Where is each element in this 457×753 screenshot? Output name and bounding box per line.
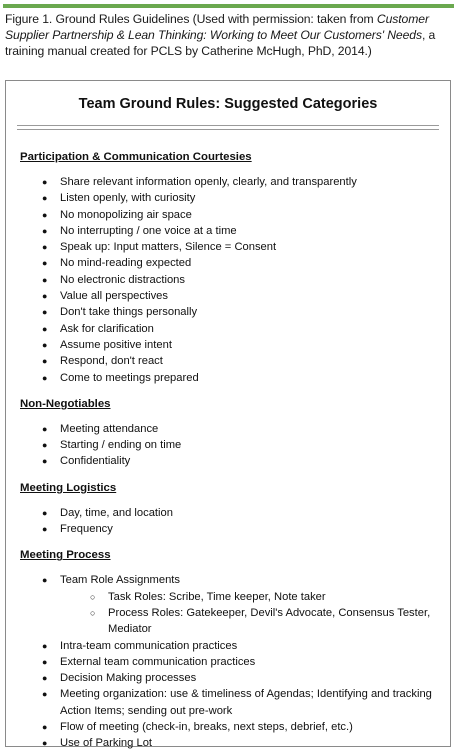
ground-rules-box: [5, 80, 451, 750]
bullet-icon: ●: [42, 423, 48, 434]
list-item: ● Team Role Assignments: [20, 572, 448, 588]
sub-list-item: ○ Process Roles: Gatekeeper, Devil's Advocate, Consensus Tester, Mediator: [90, 606, 431, 636]
list-item: ● No monopolizing air space: [20, 207, 448, 223]
bullet-icon: ●: [42, 524, 48, 535]
section-heading-logistics: Meeting Logistics: [20, 481, 117, 494]
hollow-bullet-icon: ○: [90, 591, 96, 602]
figure-label: Figure 1.: [5, 12, 53, 26]
list-item: ● Come to meetings prepared: [20, 370, 448, 386]
logistics-list: [20, 505, 448, 538]
title-divider-bottom: [17, 129, 439, 130]
caption-text: Ground Rules Guidelines (Used with permission: taken from: [52, 12, 377, 26]
list-item: ● Respond, don't react: [20, 353, 448, 369]
non-negotiables-list: [20, 421, 448, 470]
participation-list: [20, 174, 448, 386]
rules-content: [20, 148, 448, 752]
list-item: ● Confidentiality: [20, 453, 448, 469]
list-item: ● Day, time, and location: [20, 505, 448, 521]
bullet-icon: ●: [42, 456, 48, 467]
list-item: ● Decision Making processes: [20, 670, 448, 686]
list-item: ● External team communication practices: [20, 654, 448, 670]
list-item: ● Meeting attendance: [20, 421, 448, 437]
list-item: ● Listen openly, with curiosity: [20, 190, 448, 206]
list-item: ● No mind-reading expected: [20, 255, 448, 271]
bullet-icon: ●: [42, 291, 48, 302]
list-item: ● Value all perspectives: [20, 288, 448, 304]
list-item: ● Intra-team communication practices: [20, 638, 448, 654]
caption-text-end: , a training manual created for PCLS by Catherine McHugh, PhD, 2014.): [5, 28, 436, 58]
list-item: ● Share relevant information openly, clearly, and transparently: [20, 174, 448, 190]
caption-source-title: Customer Supplier Partnership & Lean Thinking: Working to Meet Our Customers' Needs: [5, 12, 429, 42]
accent-bar: [3, 4, 454, 8]
bullet-icon: ●: [42, 209, 48, 220]
list-item: ● Ask for clarification: [20, 321, 448, 337]
bullet-icon: ●: [42, 689, 48, 700]
bullet-icon: ●: [42, 722, 48, 733]
bullet-icon: ●: [42, 225, 48, 236]
box-title: Team Ground Rules: Suggested Categories: [78, 96, 378, 112]
bullet-icon: ●: [42, 656, 48, 667]
bullet-icon: ●: [42, 575, 48, 586]
list-item: ● No electronic distractions: [20, 272, 448, 288]
section-heading-participation: Participation & Communication Courtesies: [20, 151, 252, 163]
bullet-icon: ●: [42, 193, 48, 204]
list-item: ● Flow of meeting (check-in, breaks, next steps, debrief, etc.): [20, 719, 448, 735]
bullet-icon: ●: [42, 673, 48, 684]
bullet-icon: ●: [42, 440, 48, 451]
bullet-icon: ●: [42, 274, 48, 285]
list-item: ● Speak up: Input matters, Silence = Consent: [20, 239, 448, 255]
figure-caption: [5, 11, 453, 59]
list-item: ● No interrupting / one voice at a time: [20, 223, 448, 239]
bullet-icon: ●: [42, 356, 48, 367]
list-item: ● Use of Parking Lot: [20, 735, 448, 751]
bullet-icon: ●: [42, 372, 48, 383]
sub-list-item: ○ Task Roles: Scribe, Time keeper, Note taker: [20, 589, 448, 605]
process-list: [20, 572, 448, 751]
list-item: ● Don't take things personally: [20, 304, 448, 320]
bullet-icon: ●: [42, 307, 48, 318]
list-item: ● Assume positive intent: [20, 337, 448, 353]
bullet-icon: ●: [42, 640, 48, 651]
hollow-bullet-icon: ○: [90, 607, 96, 618]
list-item: ● Meeting organization: use & timeliness of Agendas; Identifying and tracking Action Items; sending out pre-work: [42, 688, 432, 717]
bullet-icon: ●: [42, 323, 48, 334]
bullet-icon: ●: [42, 258, 48, 269]
list-item: ● Frequency: [20, 521, 448, 537]
bullet-icon: ●: [42, 738, 48, 749]
title-divider-top: [17, 125, 439, 126]
bullet-icon: ●: [42, 339, 48, 350]
bullet-icon: ●: [42, 242, 48, 253]
section-heading-non-negotiables: Non-Negotiables: [20, 397, 111, 410]
list-item: ● Starting / ending on time: [20, 437, 448, 453]
bullet-icon: ●: [42, 177, 48, 187]
bullet-icon: ●: [42, 507, 48, 518]
section-heading-process: Meeting Process: [20, 549, 111, 562]
